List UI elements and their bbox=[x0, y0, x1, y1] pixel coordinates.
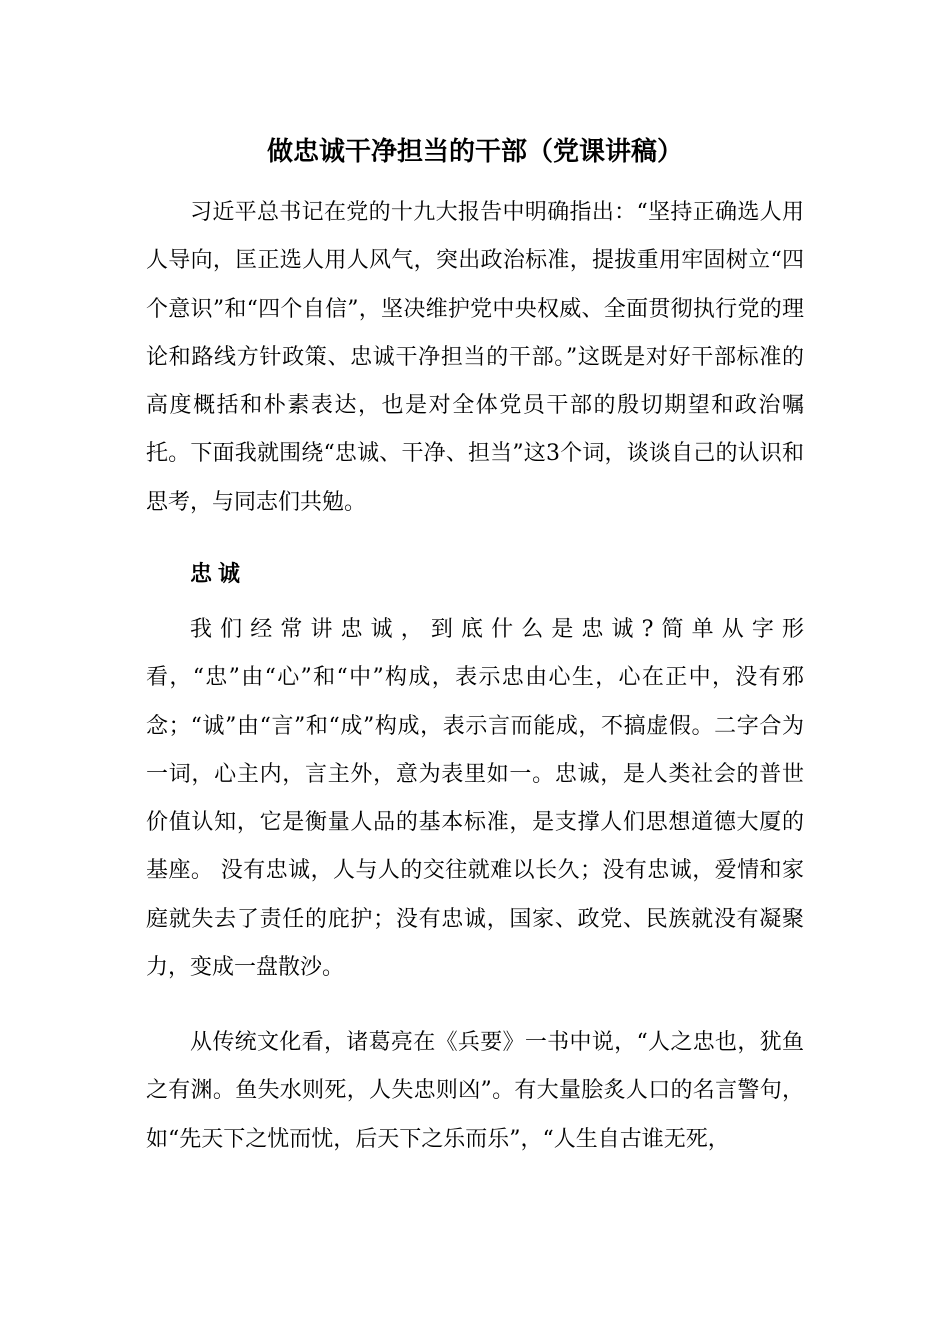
document-title: 做忠诚干净担当的干部（党课讲稿） bbox=[266, 137, 683, 167]
body-paragraph-intro: 习近平总书记在党的十九大报告中明确指出：“坚持正确选人用人导向，匡正选人用人风气，突出政治标准，提拔重用牢固树立“四个意识”和“四个自信”，坚决维护党中央权威、全面贯彻执行党的理论和路线方针政策、忠诚干净担当的干部。”这既是对好干部标准的高度概括和朴素表达，也是对全体党员干部的殷切期望和政治嘱托。下面我就围绕“忠诚、干净、担当”这3个词，谈谈自己的认识和思考，与同志们共勉。 bbox=[146, 200, 804, 515]
section-heading-loyalty: 忠诚 bbox=[190, 561, 247, 587]
body-paragraph-loyalty-meaning: 我们经常讲忠诚，到底什么是忠诚?简单从字形看，“忠”由“心”和“中”构成，表示忠由心生，心在正中，没有邪念；“诚”由“言”和“成”构成，表示言而能成，不搞虚假。二字合为一词，心主内，言主外，意为表里如一。忠诚，是人类社会的普世价值认知，它是衡量人品的基本标准，是支撑人们思想道德大厦的基座。 没有忠诚，人与人的交往就难以长久；没有忠诚，爱情和家庭就失去了责任的庇护；没有忠诚，国家、政党、民族就没有凝聚力，变成一盘散沙。 bbox=[146, 617, 804, 981]
body-paragraph-traditional-culture: 从传统文化看，诸葛亮在《兵要》一书中说，“人之忠也，犹鱼之有渊。鱼失水则死，人失忠则凶”。有大量脍炙人口的名言警句，如“先天下之忧而忧，后天下之乐而乐”，“人生自古谁无死， bbox=[146, 1030, 804, 1152]
